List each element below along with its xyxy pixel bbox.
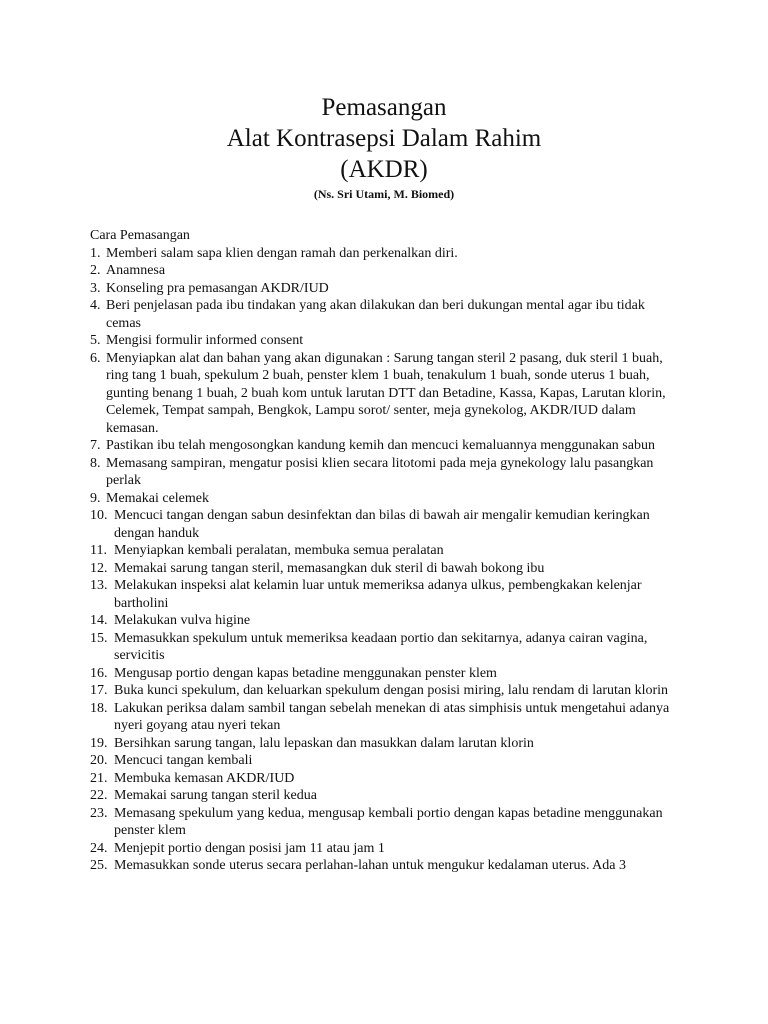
step-text: Menyiapkan kembali peralatan, membuka semua peralatan xyxy=(114,543,444,558)
step-number: 3. xyxy=(90,280,101,296)
step-number: 23. xyxy=(90,805,108,821)
step-text: Memasang spekulum yang kedua, mengusap kembali portio dengan kapas betadine menggunakan penster klem xyxy=(114,805,663,838)
step-text: Membuka kemasan AKDR/IUD xyxy=(114,770,295,786)
step-item xyxy=(90,840,680,858)
step-text: Melakukan inspeksi alat kelamin luar untuk memeriksa adanya ulkus, pembengkakan kelenjar bartholini xyxy=(114,578,642,611)
step-item xyxy=(90,735,680,753)
step-item xyxy=(90,332,680,350)
step-item xyxy=(90,787,680,805)
step-item xyxy=(90,350,680,438)
step-text: Memasukkan sonde uterus secara perlahan-lahan untuk mengukur kedalaman uterus. Ada 3 xyxy=(114,858,626,873)
step-item xyxy=(90,455,680,490)
step-number: 15. xyxy=(90,630,108,646)
step-number: 21. xyxy=(90,770,108,786)
step-number: 19. xyxy=(90,735,108,751)
step-text: Anamnesa xyxy=(106,263,166,278)
step-item xyxy=(90,507,680,542)
step-item xyxy=(90,857,680,875)
steps-list xyxy=(90,245,680,875)
step-text: Bersihkan sarung tangan, lalu lepaskan dan masukkan dalam larutan klorin xyxy=(114,735,534,751)
step-number: 18. xyxy=(90,700,108,716)
step-text: Mengusap portio dengan kapas betadine menggunakan penster klem xyxy=(114,665,497,681)
step-text: Buka kunci spekulum, dan keluarkan spekulum dengan posisi miring, lalu rendam di larutan klorin xyxy=(114,683,669,698)
step-number: 12. xyxy=(90,560,108,576)
step-item xyxy=(90,682,680,700)
step-text: Lakukan periksa dalam sambil tangan sebelah menekan di atas simphisis untuk mengetahui adanya nyeri goyang atau nyeri tekan xyxy=(114,700,670,733)
title-line-2: Alat Kontrasepsi Dalam Rahim xyxy=(226,125,542,152)
step-item xyxy=(90,700,680,735)
step-item xyxy=(90,245,680,263)
step-text: Mencuci tangan dengan sabun desinfektan dan bilas di bawah air mengalir kemudian keringkan dengan handuk xyxy=(114,508,650,541)
step-item xyxy=(90,805,680,840)
step-item xyxy=(90,542,680,560)
step-number: 6. xyxy=(90,350,101,366)
step-item xyxy=(90,752,680,770)
step-item xyxy=(90,630,680,665)
step-number: 1. xyxy=(90,245,101,261)
document-body xyxy=(90,227,680,875)
step-number: 2. xyxy=(90,263,101,278)
step-number: 13. xyxy=(90,578,108,593)
step-item xyxy=(90,297,680,332)
step-text: Memberi salam sapa klien dengan ramah dan perkenalkan diri. xyxy=(106,245,458,261)
step-number: 8. xyxy=(90,455,101,471)
title-line-3: (AKDR) xyxy=(340,156,428,183)
step-number: 4. xyxy=(90,298,101,313)
step-item xyxy=(90,577,680,612)
step-number: 7. xyxy=(90,438,101,453)
step-item xyxy=(90,437,680,455)
title-line-1: Pemasangan xyxy=(321,94,447,121)
step-item xyxy=(90,665,680,683)
step-text: Memakai sarung tangan steril kedua xyxy=(114,788,317,803)
step-text: Memakai sarung tangan steril, memasangkan duk steril di bawah bokong ibu xyxy=(114,560,545,576)
step-item xyxy=(90,770,680,788)
step-number: 10. xyxy=(90,508,108,523)
step-text: Konseling pra pemasangan AKDR/IUD xyxy=(106,280,329,296)
step-number: 14. xyxy=(90,613,108,628)
step-number: 22. xyxy=(90,788,108,803)
step-number: 9. xyxy=(90,490,101,506)
step-text: Pastikan ibu telah mengosongkan kandung kemih dan mencuci kemaluannya menggunakan sabun xyxy=(106,438,655,453)
section-label: Cara Pemasangan xyxy=(90,228,190,243)
step-item xyxy=(90,262,680,280)
step-number: 20. xyxy=(90,753,108,768)
step-text: Memakai celemek xyxy=(106,490,210,506)
step-text: Melakukan vulva higine xyxy=(114,613,251,628)
step-text: Memasukkan spekulum untuk memeriksa keadaan portio dan sekitarnya, adanya cairan vagina, servicitis xyxy=(114,630,648,663)
step-text: Menyiapkan alat dan bahan yang akan digunakan : Sarung tangan steril 2 pasang, duk steril 1 buah, ring tang 1 buah, spekulum 2 buah, penster klem 1 buah, tenakulum 1 buah, sonde uterus 1 buah, gunting benang 1 buah, 2 buah kom untuk larutan DTT dan Betadine, Kassa, Kapas, Larutan klorin, Celemek, Tempat sampah, Bengkok, Lampu sorot/ senter, meja gynekolog, AKDR/IUD dalam kemasan. xyxy=(106,350,666,436)
step-number: 24. xyxy=(90,840,108,856)
step-text: Mencuci tangan kembali xyxy=(114,753,253,768)
step-text: Memasang sampiran, mengatur posisi klien secara litotomi pada meja gynekology lalu pasangkan perlak xyxy=(106,455,654,488)
author-credit: (Ns. Sri Utami, M. Biomed) xyxy=(313,187,455,201)
step-number: 17. xyxy=(90,683,108,698)
step-number: 16. xyxy=(90,665,108,681)
step-item xyxy=(90,560,680,578)
step-text: Menjepit portio dengan posisi jam 11 atau jam 1 xyxy=(114,840,385,856)
step-number: 25. xyxy=(90,858,108,873)
step-item xyxy=(90,280,680,298)
step-number: 11. xyxy=(90,543,107,558)
step-text: Mengisi formulir informed consent xyxy=(106,333,304,348)
title-block xyxy=(0,92,768,202)
step-number: 5. xyxy=(90,333,101,348)
step-text: Beri penjelasan pada ibu tindakan yang akan dilakukan dan beri dukungan mental agar ibu tidak cemas xyxy=(106,298,645,331)
step-item xyxy=(90,612,680,630)
step-item xyxy=(90,490,680,508)
